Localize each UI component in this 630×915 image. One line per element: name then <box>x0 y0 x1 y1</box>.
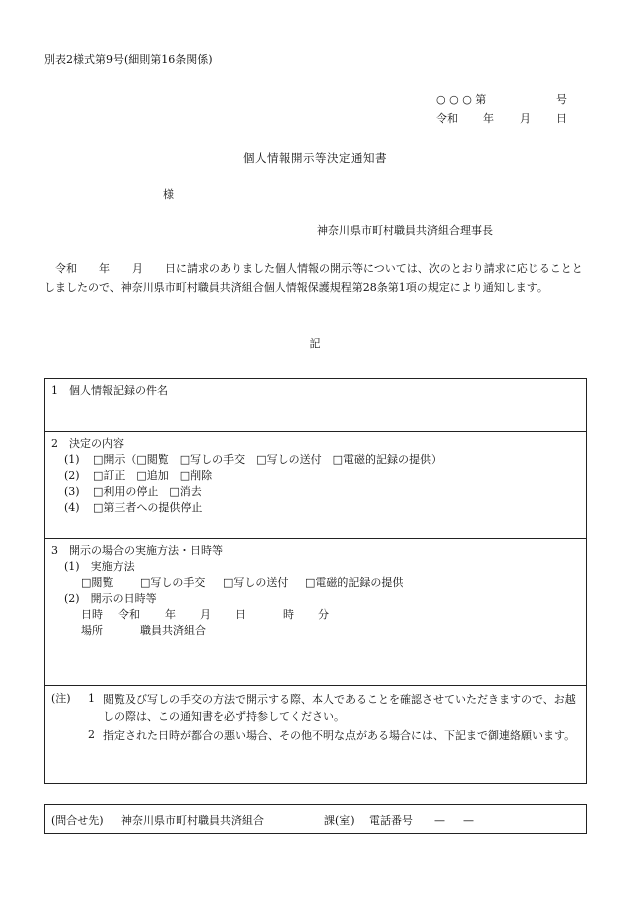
addressee-suffix: 様 <box>163 188 174 201</box>
contact-organization: 神奈川県市町村職員共済組合 <box>121 814 264 827</box>
datetime-label: (2) 開示の日時等 <box>64 592 157 605</box>
note-text <box>95 727 583 744</box>
document-title: 個人情報開示等決定通知書 <box>243 151 387 165</box>
datetime-minute: 分 <box>318 608 329 621</box>
section-disclosure-method <box>45 539 586 686</box>
note-text-content: 閲覧及び写しの手交の方法で開示する際、本人であることを確認させていただきますので、お越しの際は、この通知書を必ず持参してください。 <box>103 693 576 723</box>
contact-department: 課(室) <box>324 814 355 827</box>
place-value: 職員共済組合 <box>140 624 206 637</box>
section-notes <box>45 686 586 783</box>
section1-heading: 1 個人情報記録の件名 <box>51 384 168 397</box>
method-option: □写しの送付 <box>223 576 289 589</box>
date-era: 令和 <box>436 112 458 125</box>
note-text <box>95 691 583 725</box>
section3-heading: 3 開示の場合の実施方法・日時等 <box>51 544 223 557</box>
document-number-suffix: 号 <box>556 93 567 106</box>
method-option: □写しの手交 <box>140 576 206 589</box>
decision-item-number: (4) <box>64 501 80 514</box>
form-id: 別表2様式第9号(細則第16条関係) <box>44 53 213 66</box>
note-number: 1 <box>88 692 95 705</box>
note-text-content: 指定された日時が都合の悪い場合、その他不明な点がある場合には、下記まで御連絡願います。 <box>103 729 576 742</box>
datetime-hour: 時 <box>283 608 294 621</box>
contact-phone-dash: — <box>434 814 445 827</box>
decision-item-number: (2) <box>64 469 80 482</box>
contact-phone-label: 電話番号 <box>369 814 413 827</box>
date-day: 日 <box>556 112 567 125</box>
contact-box <box>44 804 587 834</box>
method-label: (1) 実施方法 <box>64 560 135 573</box>
datetime-field-label: 日時 <box>81 608 103 621</box>
decision-item-text: □開示（□閲覧 □写しの手交 □写しの送付 □電磁的記録の提供） <box>93 453 442 466</box>
ki-marker: 記 <box>309 337 321 350</box>
decision-item-text: □第三者への提供停止 <box>93 501 203 514</box>
decision-item-number: (3) <box>64 485 80 498</box>
method-option: □閲覧 <box>81 576 114 589</box>
decision-item-text: □訂正 □追加 □削除 <box>93 469 213 482</box>
datetime-day: 日 <box>235 608 246 621</box>
date-month: 月 <box>520 112 531 125</box>
section-decision-content <box>45 432 586 539</box>
note-number: 2 <box>88 728 95 741</box>
decision-item-text: □利用の停止 □消去 <box>93 485 202 498</box>
datetime-era: 令和 <box>118 608 140 621</box>
decision-item-number: (1) <box>64 453 80 466</box>
sender-name: 神奈川県市町村職員共済組合理事長 <box>317 224 493 237</box>
date-year: 年 <box>483 112 494 125</box>
datetime-month: 月 <box>200 608 211 621</box>
section2-heading: 2 決定の内容 <box>51 437 124 450</box>
contact-phone-dash: — <box>463 814 474 827</box>
section-record-name <box>45 379 586 432</box>
place-label: 場所 <box>81 624 103 637</box>
notes-label: (注) <box>51 692 71 705</box>
document-number-prefix: ○ ○ ○ 第 <box>436 93 487 106</box>
datetime-year: 年 <box>165 608 176 621</box>
contact-label: (問合せ先) <box>51 814 104 827</box>
body-text: 令和 年 月 日に請求のありました個人情報の開示等については、次のとおり請求に応じることとしましたので、神奈川県市町村職員共済組合個人情報保護規程第28条第1項の規定により通知します。 <box>44 262 583 294</box>
decision-table <box>44 378 587 784</box>
method-option: □電磁的記録の提供 <box>305 576 404 589</box>
